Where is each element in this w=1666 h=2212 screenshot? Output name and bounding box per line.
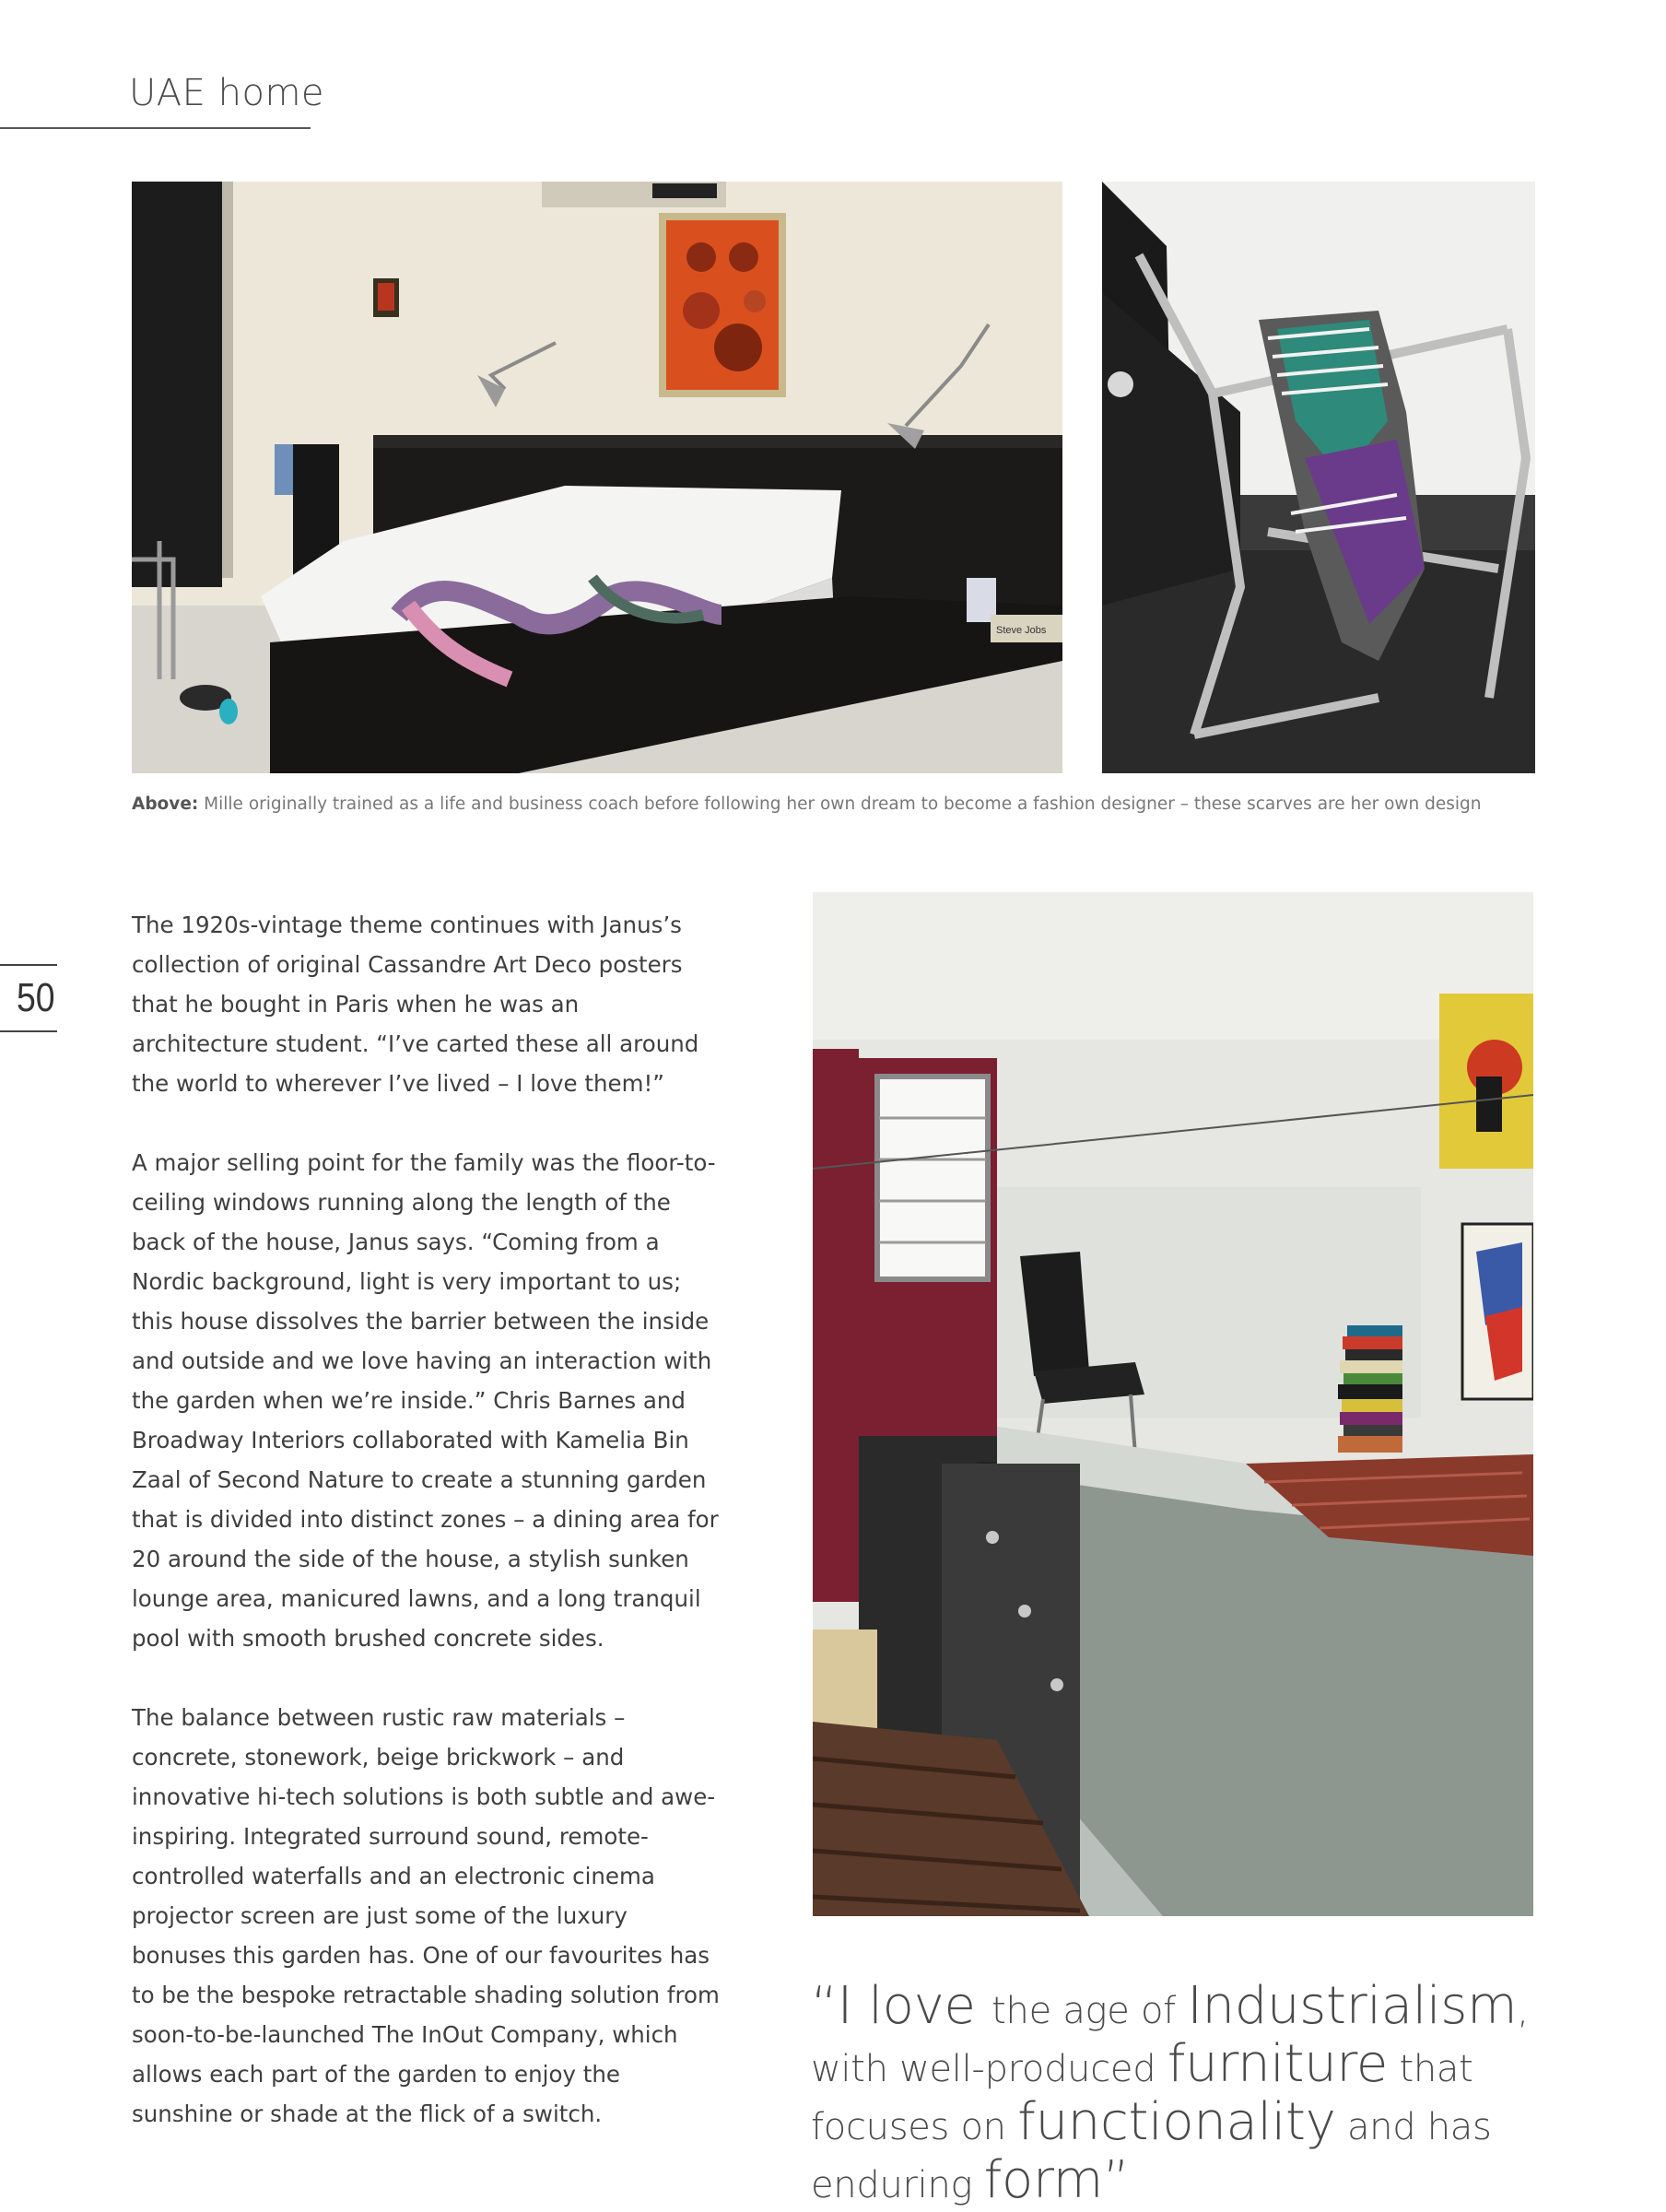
article-body: [132, 905, 722, 2173]
art-deco-poster-yellow: [1439, 994, 1533, 1169]
quote-part: Industrialism: [1187, 1976, 1518, 2036]
quote-part: “I love: [811, 1976, 992, 2036]
book-stack: [1338, 1325, 1402, 1453]
photo-caption: [132, 794, 1542, 814]
pull-quote: [811, 1976, 1548, 2212]
caption-text: Mille originally trained as a life and business coach before following her own dream to become a fashion designer – these scarves are her own design: [204, 794, 1482, 814]
staircase-photo: [813, 892, 1533, 1916]
quote-part: that focuses on: [811, 2048, 1473, 2148]
quote-part: furniture: [1167, 2034, 1389, 2094]
quote-part: functionality: [1017, 2092, 1336, 2152]
body-paragraph: The balance between rustic raw materials – concrete, stonework, beige brickwork – and innovative hi-tech solutions is both subtle and awe-inspiring. Integrated surround sound, remote-controlled waterfalls and an electronic cinema projector screen are just some of the luxury bonuses this garden has. One of our favourites has to be the bespoke retractable shading solution from soon-to-be-launched The InOut Company, which allows each part of the garden to enjoy the sunshine or shade at the flick of a switch.: [132, 1704, 720, 2127]
quote-part: the age of: [991, 1990, 1188, 2032]
quote-part: ”: [1103, 2150, 1130, 2210]
section-title: UAE home: [129, 72, 325, 114]
body-paragraph: A major selling point for the family was the floor-to-ceiling windows running along the length of the back of the house, Janus says. “Coming from a Nordic background, light is very important to us; this house dissolves the barrier between the inside and outside and we love having an interaction with the garden when we’re inside.” Chris Barnes and Broadway Interiors collaborated with Kamelia Bin Zaal of Second Nature to create a stunning garden that is divided into distinct zones – a dining area for 20 around the side of the house, a stylish sunken lounge area, manicured lawns, and a long tranquil pool with smooth brushed concrete sides.: [132, 1149, 719, 1652]
bedroom-photo: [132, 182, 1062, 773]
quote-part: and has enduring: [811, 2106, 1492, 2206]
section-rule: [0, 127, 311, 129]
book-spine-text: Steve Jobs: [996, 625, 1047, 636]
quote-part: , with well-produced: [811, 1990, 1529, 2090]
page-number-rule-bottom: [0, 1030, 57, 1032]
quote-part: form: [983, 2150, 1104, 2210]
body-paragraph: The 1920s-vintage theme continues with Janus’s collection of original Cassandre Art Deco posters that he bought in Paris when he was an architecture student. “I’ve carted these all around the world to wherever I’ve lived – I love them!”: [132, 912, 699, 1097]
chair-scarf-photo: [1102, 182, 1535, 773]
page-number-rule-top: [0, 964, 57, 966]
orange-painting: [659, 213, 786, 397]
caption-label: Above:: [132, 794, 199, 814]
page-number: 50: [17, 975, 55, 1020]
art-deco-poster-geometric: [1462, 1224, 1533, 1399]
